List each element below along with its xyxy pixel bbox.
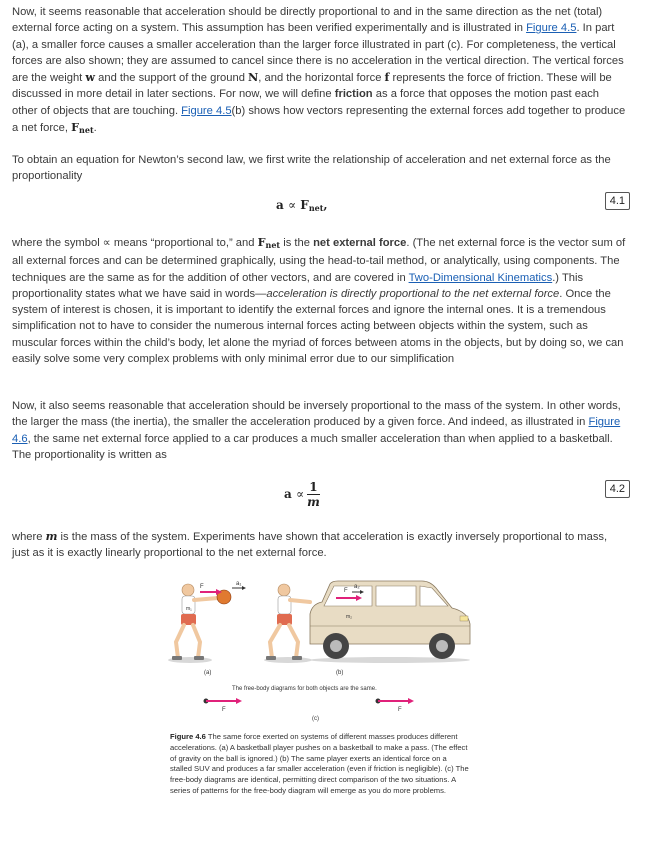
- equation-4-2-body: a ∝ $\frac{1}{m}$: [284, 480, 320, 509]
- paragraph-1: Now, it seems reasonable that acceleration should be directly proportional to and in the same direction as the net (total) external force acting on a system. This assumption has been verified experimentally and is illustrated in Figure 4.5. In part (a), a smaller force causes a smaller acceleration than the larger force illustrated in part (c). For completeness, the vertical forces are also shown; they are assumed to cancel since there is no acceleration in the vertical direction. The vertical forces are the weight w and the support of the ground N, and the horizontal force f represents the force of friction. These will be discussed in more detail in later sections. For now, we will define friction as a force that opposes the motion past each other of objects that are touching. Figure 4.5(b) shows how vectors representing the external forces add together to produce a net force, $F_{net}$.: [12, 6, 626, 136]
- free-body-diagram-b: [376, 698, 415, 713]
- accel-label-a: a₁: [236, 581, 242, 587]
- label-a: (a): [204, 670, 212, 676]
- label-b: (b): [336, 670, 344, 676]
- force-label-b: F: [344, 588, 348, 594]
- equation-4-1: [12, 195, 626, 218]
- figure-4-6: [160, 574, 476, 842]
- fraction: $\frac{1}{m}$: [307, 480, 320, 509]
- paragraph-5: where m is the mass of the system. Experiments have shown that acceleration is exactly inversely proportional to mass, just as it is exactly linearly proportional to the net external force.: [12, 529, 608, 560]
- equation-4-1-body: $a \propto F_{net}$,: [276, 198, 328, 213]
- free-body-diagram-a: [204, 698, 243, 713]
- fbd-note: The free-body diagrams for both objects are the same.: [232, 686, 377, 692]
- paragraph-2: To obtain an equation for Newton’s second law, we first write the relationship of acceleration and net external force as the proportionality: [12, 154, 611, 183]
- paragraph-3: where the symbol ∝ means “proportional to,” and $F_{net}$ is the net external force. (The net external force is the vector sum of all external forces and can be determined graphically, using the head-to-tail method, or analytically, using components. The techniques are the same as for the addition of other vectors, and are covered in Two-Dimensional Kinematics.) This proportionality states what we have said in words—acceleration is directly proportional to the net external force. Once the system of interest is chosen, it is important to identify the external forces and ignore the internal ones. It is a tremendous simplification not to have to consider the numerous internal forces acting between objects within the system, such as muscular forces within the child’s body, let alone the myriad of forces between atoms in the objects, but by doing so, we can easily solve some very complex problems with only minimal error due to our simplification: [12, 235, 626, 366]
- player-a: [172, 584, 218, 660]
- svg-text:F: F: [222, 707, 226, 713]
- mass-label-a: m₁: [186, 606, 192, 612]
- accel-label-b: a₂: [354, 584, 360, 590]
- mass-label-b: m₂: [346, 614, 353, 620]
- figure-illustration: [160, 574, 476, 732]
- paragraph-4: Now, it also seems reasonable that acceleration should be inversely proportional to the mass of the system. In other words, the larger the mass (the inertia), the smaller the acceleration produced by a given force. And indeed, as illustrated in Figure 4.6, the same net external force applied to a car produces a much smaller acceleration than when applied to a basketball. The proportionality is written as: [12, 400, 621, 461]
- label-c: (c): [312, 716, 319, 722]
- svg-text:F: F: [398, 707, 402, 713]
- equation-number: 4.1: [605, 192, 630, 210]
- figure-caption: Figure 4.6 The same force exerted on systems of different masses produces different accelerations. (a) A basketball player pushes on a basketball to make a pass. (The effect of gravity on the ball is ignored.) (b) The same player exerts an identical force on a stalled SUV and produces a far smaller acceleration (even if friction is negligible). (c) The free-body diagrams are identical, permitting direct comparison of the two situations. A series of patterns for the free-body diagram will emerge as you do more problems.: [170, 732, 469, 795]
- figure-4-5-link-2[interactable]: Figure 4.5: [181, 104, 232, 117]
- equation-number: 4.2: [605, 480, 630, 498]
- figure-4-5-link[interactable]: Figure 4.5: [526, 22, 577, 35]
- equation-4-2: [12, 472, 626, 516]
- two-dimensional-kinematics-link[interactable]: Two-Dimensional Kinematics: [408, 271, 553, 284]
- suv: [310, 581, 470, 659]
- figure-4-6-link[interactable]: Figure 4.6: [12, 416, 621, 445]
- player-b: [266, 584, 310, 660]
- force-label-a: F: [200, 584, 204, 590]
